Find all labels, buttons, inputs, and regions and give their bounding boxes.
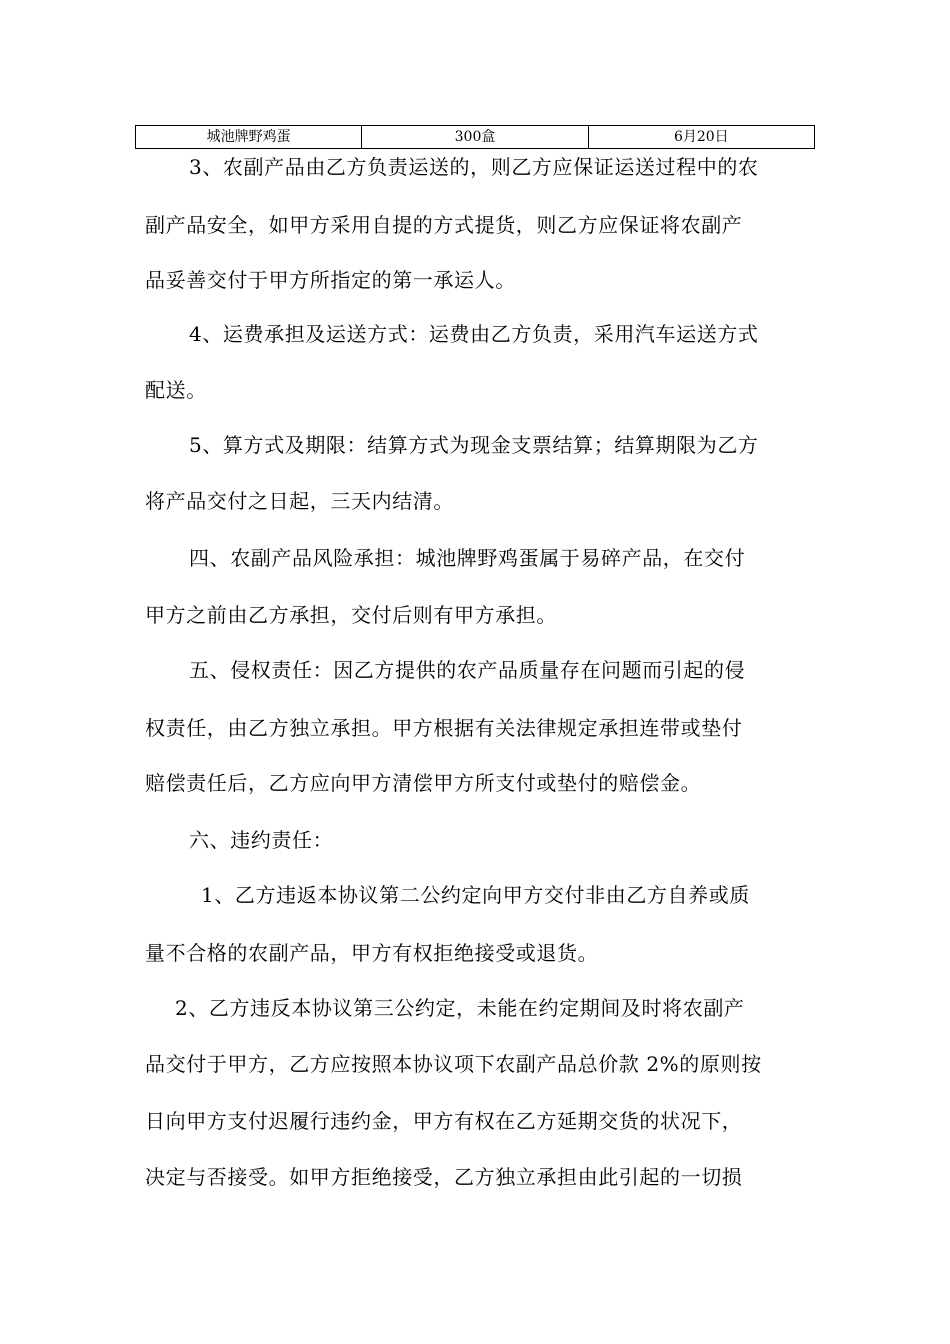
clause-3-line-3: 品妥善交付于甲方所指定的第一承运人。: [145, 268, 516, 292]
breach-2-line-3: 日向甲方支付迟履行违约金，甲方有权在乙方延期交货的状况下，: [145, 1109, 743, 1133]
clause-4-line-1: 4、运费承担及运送方式：运费由乙方负责，采用汽车运送方式: [189, 322, 759, 346]
breach-2-line-4: 决定与否接受。如甲方拒绝接受，乙方独立承担由此引起的一切损: [145, 1165, 743, 1189]
clause-3-line-1: 3、农副产品由乙方负责运送的，则乙方应保证运送过程中的农: [189, 155, 759, 179]
clause-5-line-2: 将产品交付之日起，三天内结清。: [145, 489, 454, 513]
breach-2-line-2: 品交付于甲方，乙方应按照本协议项下农副产品总价款 2%的原则按: [145, 1052, 762, 1076]
table-cell-quantity: 300盒: [362, 126, 588, 149]
section-4-line-1: 四、农副产品风险承担：城池牌野鸡蛋属于易碎产品，在交付: [189, 546, 746, 570]
breach-1-line-2: 量不合格的农副产品，甲方有权拒绝接受或退货。: [145, 941, 599, 965]
section-5-line-2: 权责任，由乙方独立承担。甲方根据有关法律规定承担连带或垫付: [145, 716, 743, 740]
table-cell-date: 6月20日: [588, 126, 814, 149]
section-5-line-3: 赔偿责任后，乙方应向甲方清偿甲方所支付或垫付的赔偿金。: [145, 771, 702, 795]
section-6-heading: 六、违约责任：: [189, 828, 334, 852]
table-row: [136, 126, 815, 149]
clause-3-line-2: 副产品安全，如甲方采用自提的方式提货，则乙方应保证将农副产: [145, 213, 743, 237]
table-cell-product: 城池牌野鸡蛋: [136, 126, 362, 149]
clause-5-line-1: 5、算方式及期限：结算方式为现金支票结算；结算期限为乙方: [189, 433, 759, 457]
breach-2-line-1: 2、乙方违反本协议第三公约定，未能在约定期间及时将农副产: [175, 996, 745, 1020]
section-4-line-2: 甲方之前由乙方承担，交付后则有甲方承担。: [145, 603, 557, 627]
breach-1-line-1: 1、乙方违返本协议第二公约定向甲方交付非由乙方自养或质: [201, 883, 750, 907]
section-5-line-1: 五、侵权责任：因乙方提供的农产品质量存在问题而引起的侵: [189, 658, 746, 682]
clause-4-line-2: 配送。: [145, 378, 207, 402]
product-table: [135, 125, 815, 149]
